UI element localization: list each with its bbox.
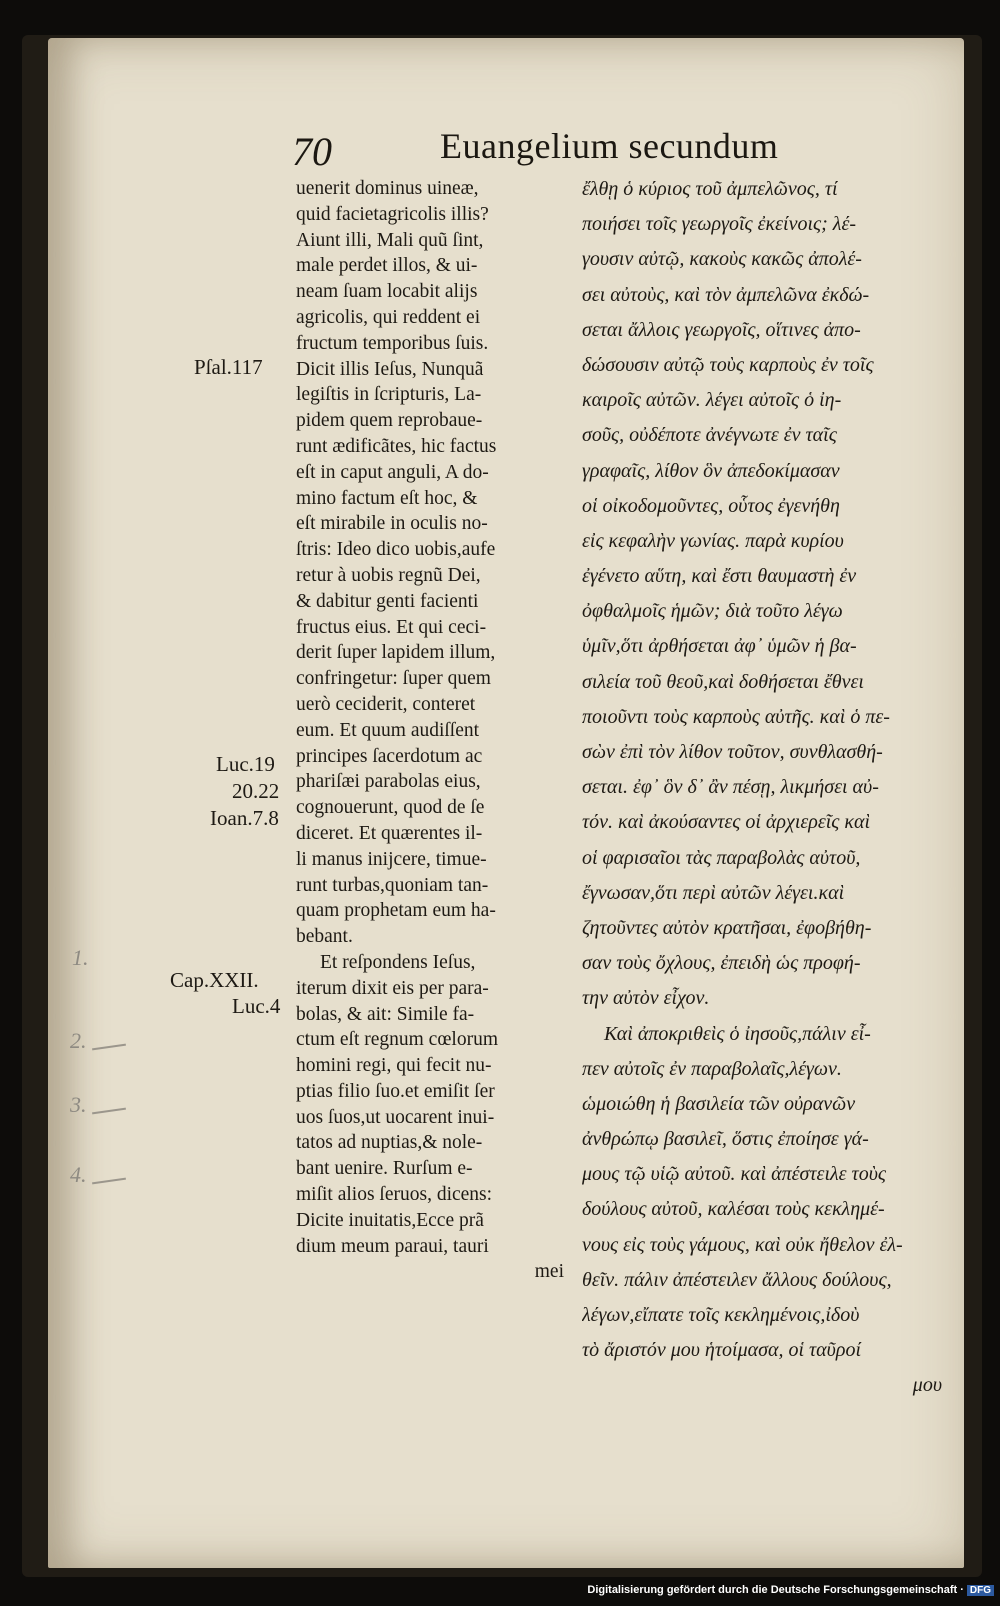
margin-note-verse: 20.22 xyxy=(232,779,280,803)
latin-line: principes ſacerdotum ac xyxy=(296,745,483,767)
latin-line: derit ſuper lapidem illum, xyxy=(296,642,496,664)
latin-line: Dicite inuitatis,Ecce prã xyxy=(296,1209,484,1231)
digitization-credit xyxy=(587,1584,994,1596)
pencil-annotation: 1. xyxy=(72,945,89,970)
catchword: μου xyxy=(912,1374,942,1397)
latin-line: dium meum paraui, tauri xyxy=(296,1235,489,1257)
greek-column xyxy=(582,172,942,1404)
greek-line: ὡμοιώθη ἡ βασιλεία τῶν οὐρανῶν xyxy=(582,1092,856,1115)
greek-line: τόν. καὶ ἀκούσαντες οἱ ἀρχιερεῖς καὶ xyxy=(582,811,871,834)
latin-line: male perdet illos, & ui- xyxy=(296,255,478,277)
greek-line: Καὶ ἀποκριθεὶς ὁ ἰησοῦς,πάλιν εἶ- xyxy=(604,1022,871,1045)
greek-line: ἔλθῃ ὁ κύριος τοῦ ἀμπελῶνος, τί xyxy=(582,178,838,200)
greek-line: οἱ φαρισαῖοι τὰς παραβολὰς αὐτοῦ, xyxy=(582,846,861,869)
greek-line: πεν αὐτοῖς ἐν παραβολαῖς,λέγων. xyxy=(582,1057,842,1080)
greek-line: γουσιν αὐτῷ, κακοὺς κακῶς ἀπολέ- xyxy=(582,248,862,271)
running-head: Euangelium secundum xyxy=(440,126,779,166)
latin-line: homini regi, qui fecit nu- xyxy=(296,1055,492,1077)
chapter-heading: Cap.XXII. xyxy=(170,968,259,992)
greek-line: λέγων,εἴπατε τοῖς κεκλημένοις,ἰδοὺ xyxy=(582,1304,860,1326)
margin-note-john: Ioan.7.8 xyxy=(210,806,279,830)
greek-line: οἱ οἰκοδομοῦντες, οὗτος ἐγενήθη xyxy=(582,494,840,517)
latin-line: & dabitur genti facienti xyxy=(296,590,479,612)
greek-line: ποιήσει τοῖς γεωργοῖς ἐκείνοις; λέ- xyxy=(582,213,856,236)
greek-line: σιλεία τοῦ θεοῦ,καὶ δοθήσεται ἔθνει xyxy=(582,670,864,693)
latin-line: ptias filio ſuo.et emiſit ſer xyxy=(296,1080,495,1102)
latin-line: runt turbas,quoniam tan- xyxy=(296,874,489,896)
latin-line: ſtris: Ideo dico uobis,aufe xyxy=(296,539,496,561)
greek-line: σοῦς, οὐδέποτε ἀνέγνωτε ἐν ταῖς xyxy=(582,424,837,447)
latin-line: uenerit dominus uineæ, xyxy=(296,178,479,199)
credit-text: Digitalisierung gefördert durch die Deutsche Forschungsgemeinschaft · xyxy=(587,1584,964,1596)
latin-line: eſt in caput anguli, A do- xyxy=(296,461,489,483)
latin-line: confringetur: ſuper quem xyxy=(296,668,491,690)
greek-line: ζητοῦντες αὐτὸν κρατῆσαι, ἐφοβήθη- xyxy=(582,916,872,939)
latin-line: Et reſpondens Ieſus, xyxy=(320,951,476,973)
latin-line: bebant. xyxy=(296,926,353,948)
dfg-logo: DFG xyxy=(967,1585,994,1596)
latin-line: mino factum eſt hoc, & xyxy=(296,487,478,509)
pencil-annotation: 4. xyxy=(70,1162,87,1187)
latin-line: tatos ad nuptias,& nole- xyxy=(296,1132,483,1154)
greek-line: ὀφθαλμοῖς ἡμῶν; διὰ τοῦτο λέγω xyxy=(582,600,843,623)
margin-note-psalm: Pſal.117 xyxy=(194,355,263,379)
latin-line: fructus eius. Et qui ceci- xyxy=(296,616,487,638)
greek-line: ἐγένετο αὕτη, καὶ ἔστι θαυμαστὴ ἐν xyxy=(582,565,857,588)
pencil-annotation: 2. xyxy=(70,1028,87,1053)
greek-line: την αὐτὸν εἶχον. xyxy=(582,987,710,1010)
greek-line: σαν τοὺς ὄχλους, ἐπειδὴ ὡς προφή- xyxy=(582,952,861,975)
latin-line: li manus inijcere, timue- xyxy=(296,848,487,870)
greek-line: τὸ ἄριστόν μου ἡτοίμασα, οἱ ταῦροί xyxy=(582,1339,862,1362)
latin-line: eum. Et quum audiſſent xyxy=(296,719,480,741)
latin-line: runt ædificãtes, hic factus xyxy=(296,435,497,457)
greek-line: ἀνθρώπῳ βασιλεῖ, ὅστις ἐποίησε γά- xyxy=(582,1128,869,1151)
margin-note-luke-4: Luc.4 xyxy=(232,994,281,1018)
latin-line: ctum eſt regnum cœlorum xyxy=(296,1029,498,1051)
latin-line: bant uenire. Rurſum e- xyxy=(296,1158,473,1180)
greek-line: ποιοῦντι τοὺς καρποὺς αὐτῆς. καὶ ὁ πε- xyxy=(582,705,890,728)
latin-column xyxy=(296,176,564,1285)
latin-line: neam ſuam locabit alijs xyxy=(296,281,478,303)
greek-line: σὼν ἐπὶ τὸν λίθον τοῦτον, συνθλασθή- xyxy=(582,741,883,763)
latin-line: pidem quem reprobaue- xyxy=(296,410,483,432)
greek-line: σεται ἄλλοις γεωργοῖς, οἵτινες ἀπο- xyxy=(582,318,861,341)
greek-line: ἔγνωσαν,ὅτι περὶ αὐτῶν λέγει.καὶ xyxy=(582,881,845,904)
greek-line: δώσουσιν αὐτῷ τοὺς καρποὺς ἐν τοῖς xyxy=(582,353,874,376)
latin-line: phariſæi parabolas eius, xyxy=(296,771,481,793)
latin-line: bolas, & ait: Simile fa- xyxy=(296,1003,475,1025)
greek-line: μους τῷ υἱῷ αὐτοῦ. καὶ ἀπέστειλε τοὺς xyxy=(582,1163,886,1186)
greek-line: γραφαῖς, λίθον ὃν ἀπεδοκίμασαν xyxy=(582,459,840,482)
pencil-annotation: 3. xyxy=(70,1092,87,1117)
page-number: 70 xyxy=(292,129,332,174)
greek-line: σει αὐτοὺς, καὶ τὸν ἀμπελῶνα ἐκδώ- xyxy=(582,283,870,306)
latin-line: diceret. Et quærentes il- xyxy=(296,822,483,844)
latin-line: quid facietagricolis illis? xyxy=(296,203,489,225)
greek-line: καιροῖς αὐτῶν. λέγει αὐτοῖς ὁ ἰη- xyxy=(582,389,842,412)
greek-line: νους εἰς τοὺς γάμους, καὶ οὐκ ἤθελον ἐλ- xyxy=(582,1233,903,1256)
latin-line: Aiunt illi, Mali quũ ſint, xyxy=(296,229,484,251)
latin-line: legiſtis in ſcripturis, La- xyxy=(296,384,482,406)
greek-line: θεῖν. πάλιν ἀπέστειλεν ἄλλους δούλους, xyxy=(582,1268,892,1291)
latin-line: agricolis, qui reddent ei xyxy=(296,306,481,328)
latin-line: quam prophetam eum ha- xyxy=(296,900,496,922)
greek-line: εἰς κεφαλὴν γωνίας. παρὰ κυρίου xyxy=(582,529,844,552)
latin-line: fructum temporibus ſuis. xyxy=(296,332,489,354)
greek-line: ὑμῖν,ὅτι ἀρθήσεται ἀφ᾽ ὑμῶν ἡ βα- xyxy=(582,635,857,658)
latin-line: uerò ceciderit, conteret xyxy=(296,693,476,715)
latin-line: miſit alios ſeruos, dicens: xyxy=(296,1184,493,1206)
margin-note-luke: Luc.19 xyxy=(216,752,275,776)
latin-line: cognouerunt, quod de ſe xyxy=(296,797,485,819)
latin-line: uos ſuos,ut uocarent inui- xyxy=(296,1106,495,1128)
latin-line: eſt mirabile in oculis no- xyxy=(296,513,488,535)
catchword: mei xyxy=(534,1261,564,1283)
greek-line: σεται. ἐφ᾽ ὃν δ᾽ ἂν πέσῃ, λικμήσει αὐ- xyxy=(582,776,879,799)
greek-line: δούλους αὐτοῦ, καλέσαι τοὺς κεκλημέ- xyxy=(582,1198,885,1221)
latin-line: retur à uobis regnũ Dei, xyxy=(296,564,481,586)
latin-line: iterum dixit eis per para- xyxy=(296,977,489,999)
latin-line: Dicit illis Ieſus, Nunquã xyxy=(296,358,484,380)
